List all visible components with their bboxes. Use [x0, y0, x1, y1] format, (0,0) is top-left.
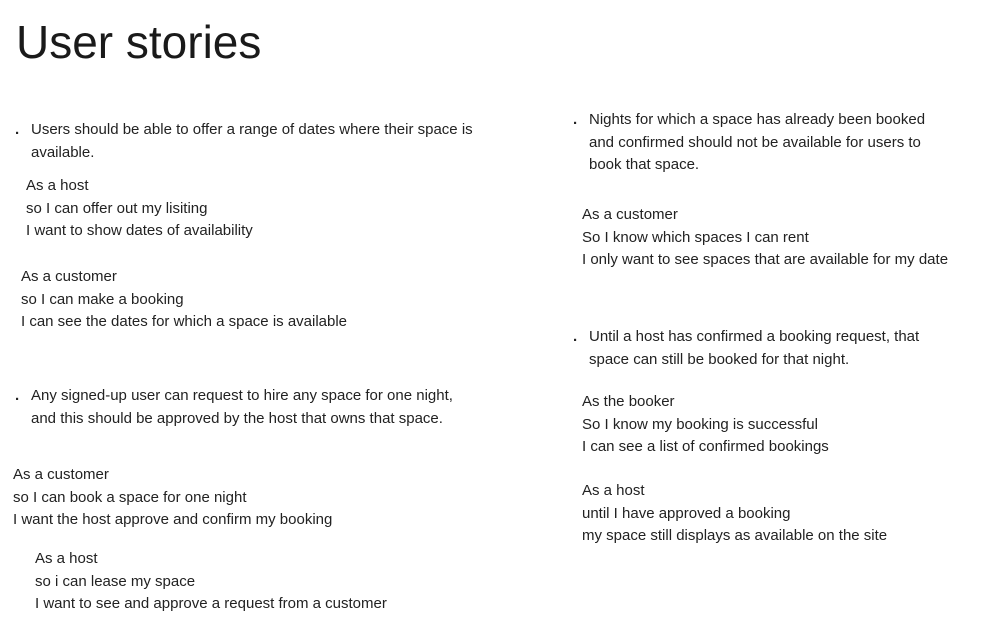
user-story	[35, 548, 387, 616]
bullet-item	[15, 385, 453, 430]
story-goal: so I can offer out my lisiting	[26, 199, 208, 217]
user-story	[582, 204, 948, 272]
bullet-text-line: Until a host has confirmed a booking request, that	[589, 328, 920, 345]
story-want: I want the host approve and confirm my booking	[13, 511, 333, 528]
story-want: I want to see and approve a request from a customer	[35, 595, 387, 612]
bullet-text-line: Nights for which a space has already been booked	[589, 111, 926, 128]
bullet-text-line: book that space.	[589, 156, 700, 173]
story-role: As a host	[26, 177, 89, 194]
bullet-item	[15, 119, 473, 164]
user-story	[582, 391, 829, 459]
story-want: I only want to see spaces that are available for my date	[582, 251, 949, 268]
bullet-text-line: available.	[31, 143, 95, 161]
bullet-text-line: space can still be booked for that night.	[589, 350, 850, 368]
bullet-icon: .	[15, 121, 20, 138]
story-goal: so I can book a space for one night	[13, 488, 247, 506]
bullet-item	[573, 109, 926, 177]
user-story	[13, 464, 332, 532]
story-goal: so I can make a booking	[21, 290, 184, 308]
story-role: As a customer	[21, 268, 117, 285]
bullet-text-line: and confirmed should not be available for users to	[589, 133, 921, 151]
bullet-icon: .	[573, 328, 578, 345]
story-want: I can see a list of confirmed bookings	[582, 438, 829, 455]
bullet-icon: .	[573, 111, 578, 128]
user-story	[21, 266, 347, 334]
story-role: As a host	[35, 550, 98, 567]
story-want: I want to show dates of availability	[26, 222, 253, 239]
story-goal: So I know which spaces I can rent	[582, 228, 809, 246]
story-want: I can see the dates for which a space is available	[21, 313, 348, 330]
story-goal: so i can lease my space	[35, 572, 196, 590]
story-want: my space still displays as available on the site	[582, 527, 888, 544]
story-role: As a customer	[582, 206, 678, 223]
story-goal: until I have approved a booking	[582, 504, 791, 522]
story-role: As a host	[582, 482, 645, 499]
bullet-text-line: and this should be approved by the host that owns that space.	[31, 409, 443, 427]
bullet-text-line: Users should be able to offer a range of dates where their space is	[31, 121, 473, 138]
story-goal: So I know my booking is successful	[582, 415, 818, 433]
user-story	[582, 480, 887, 548]
story-role: As the booker	[582, 393, 675, 410]
page-title: User stories	[16, 16, 262, 68]
bullet-icon: .	[15, 387, 20, 404]
user-story	[26, 175, 253, 243]
bullet-text-line: Any signed-up user can request to hire any space for one night,	[31, 387, 453, 404]
bullet-item	[573, 326, 920, 371]
story-role: As a customer	[13, 466, 109, 483]
